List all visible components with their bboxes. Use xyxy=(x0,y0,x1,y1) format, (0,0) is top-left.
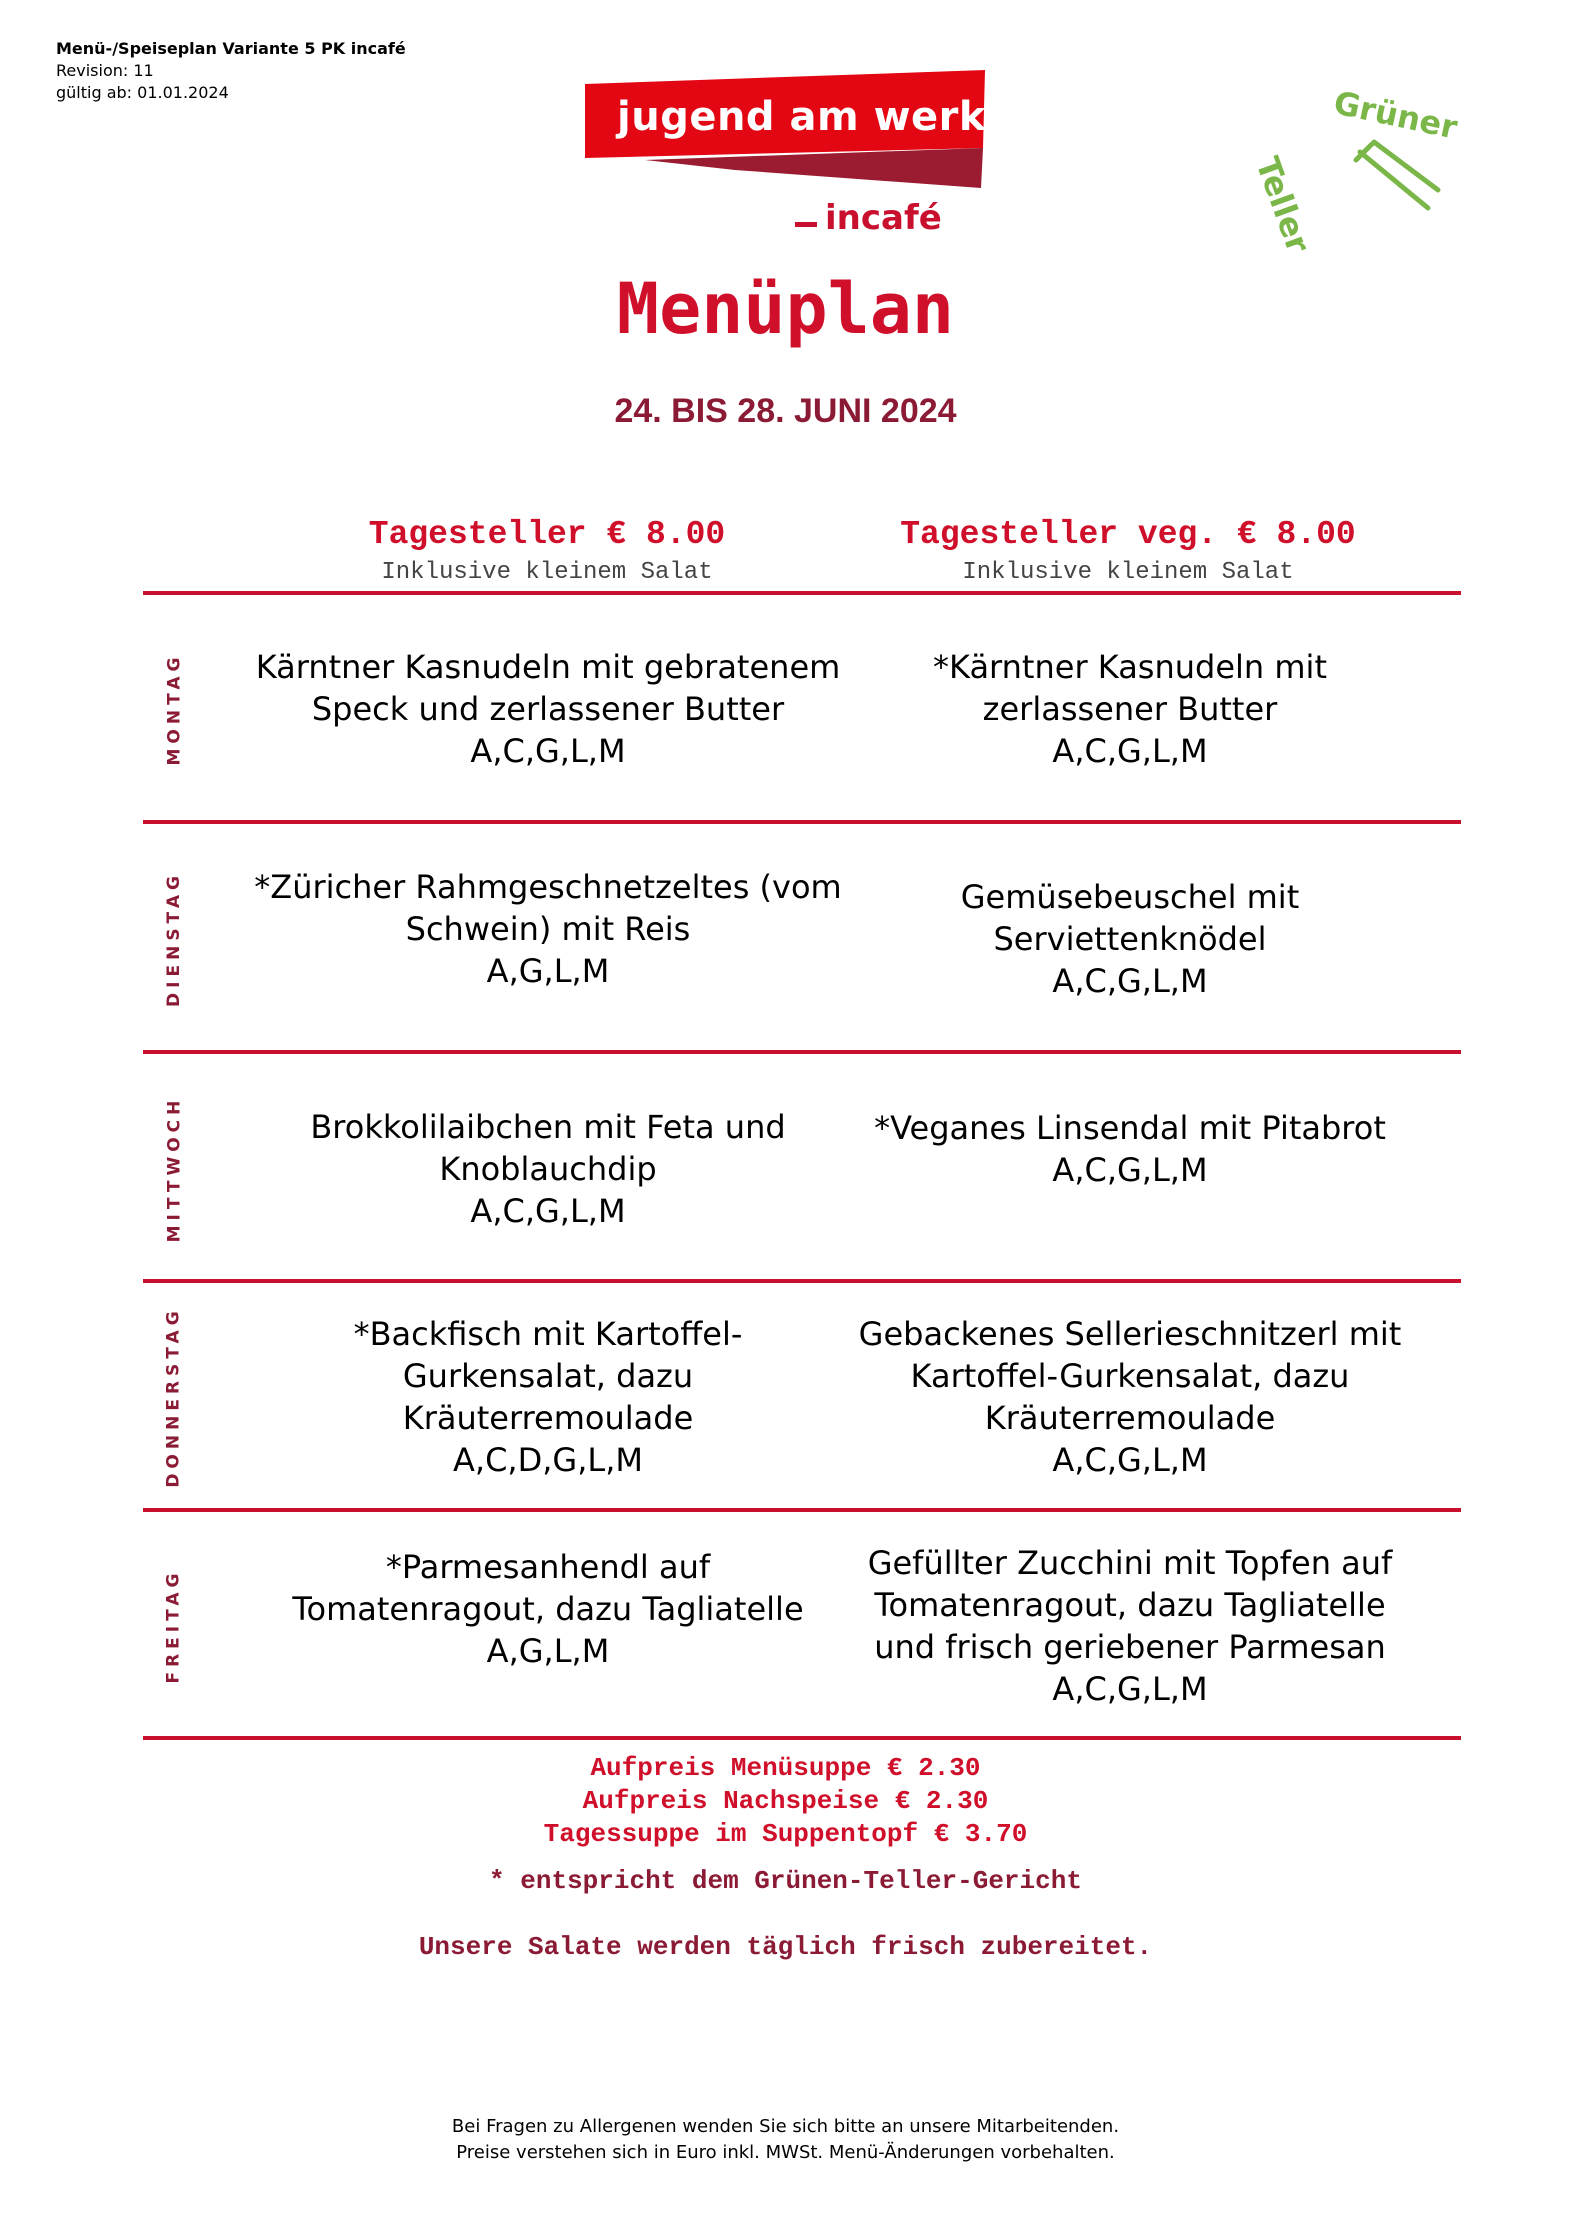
column-header-tagesteller-veg xyxy=(848,516,1408,586)
logo-wordmark-text: jugend am werk xyxy=(617,94,986,140)
dish-montag-tagesteller xyxy=(248,600,848,818)
dish-dienstag-tagesteller xyxy=(248,820,848,1038)
day-label-text: FREITAG xyxy=(164,1568,184,1684)
day-label-text: MONTAG xyxy=(164,652,185,766)
dish-name: Brokkolilaibchen mit Feta und Knoblauchdip xyxy=(310,1108,786,1188)
day-label-mittwoch xyxy=(152,1060,196,1278)
dish-allergens: A,G,L,M xyxy=(486,952,610,990)
badge-word-gruener: Grüner xyxy=(1330,83,1461,147)
divider-rule xyxy=(143,1279,1461,1283)
dish-allergens: A,C,G,L,M xyxy=(1052,1441,1208,1479)
dish-name: *Parmesanhendl auf Tomatenragout, dazu Tagliatelle xyxy=(292,1548,804,1628)
dish-name: Gefüllter Zucchini mit Topfen auf Tomatenragout, dazu Tagliatelle und frisch geriebener Parmesan xyxy=(867,1544,1393,1666)
sub-brand-text: incafé xyxy=(825,198,942,238)
dish-allergens: A,C,G,L,M xyxy=(1052,732,1208,770)
dish-allergens: A,C,G,L,M xyxy=(1052,1670,1208,1708)
valid-from-text: gültig ab: 01.01.2024 xyxy=(56,83,229,102)
dish-allergens: A,G,L,M xyxy=(486,1632,610,1670)
footer xyxy=(0,2114,1571,2166)
footer-price-note: Preise verstehen sich in Euro inkl. MWSt. Menü-Änderungen vorbehalten. xyxy=(456,2142,1115,2163)
day-label-dienstag xyxy=(152,830,196,1048)
dish-allergens: A,C,G,L,M xyxy=(470,732,626,770)
day-label-montag xyxy=(152,600,196,818)
column-header-tagesteller xyxy=(267,516,827,586)
day-label-text: DIENSTAG xyxy=(164,871,185,1007)
day-label-donnerstag xyxy=(152,1288,196,1506)
day-label-text: MITTWOCH xyxy=(164,1095,185,1243)
divider-rule xyxy=(143,591,1461,595)
badge-word-teller: Teller xyxy=(1248,152,1318,258)
sub-brand xyxy=(795,198,942,238)
surcharge-item: Aufpreis Nachspeise € 2.30 xyxy=(582,1786,989,1816)
column-heading: Tagesteller € 8.00 xyxy=(368,516,726,553)
dish-allergens: A,C,G,L,M xyxy=(1052,1151,1208,1189)
page-title: Menüplan xyxy=(616,268,955,350)
footer-allergen-note: Bei Fragen zu Allergenen wenden Sie sich bitte an unsere Mitarbeitenden. xyxy=(451,2116,1120,2137)
document-title: Menü-/Speiseplan Variante 5 PK incafé xyxy=(56,39,406,58)
dish-donnerstag-vegetarisch xyxy=(830,1288,1430,1506)
dish-allergens: A,C,G,L,M xyxy=(1052,962,1208,1000)
column-heading: Tagesteller veg. € 8.00 xyxy=(900,516,1356,553)
dish-name: Kärntner Kasnudeln mit gebratenem Speck und zerlassener Butter xyxy=(255,648,841,728)
revision-text: Revision: 11 xyxy=(56,61,154,80)
date-range: 24. BIS 28. JUNI 2024 xyxy=(614,392,957,430)
sub-brand-dash xyxy=(795,222,817,227)
dish-freitag-vegetarisch xyxy=(830,1517,1430,1735)
dish-mittwoch-vegetarisch xyxy=(830,1040,1430,1258)
dish-allergens: A,C,D,G,L,M xyxy=(453,1441,643,1479)
day-label-freitag xyxy=(152,1517,196,1735)
surcharge-list xyxy=(0,1752,1571,1851)
column-subheading: Inklusive kleinem Salat xyxy=(381,559,713,586)
dish-mittwoch-tagesteller xyxy=(248,1060,848,1278)
dish-name: *Züricher Rahmgeschnetzeltes (vom Schwein) mit Reis xyxy=(254,868,842,948)
dish-montag-vegetarisch xyxy=(830,600,1430,818)
salad-note: Unsere Salate werden täglich frisch zubereitet. xyxy=(418,1932,1153,1962)
surcharge-item: Tagessuppe im Suppentopf € 3.70 xyxy=(543,1819,1028,1849)
dish-dienstag-vegetarisch xyxy=(830,830,1430,1048)
dish-freitag-tagesteller xyxy=(248,1500,848,1718)
dish-allergens: A,C,G,L,M xyxy=(470,1192,626,1230)
dish-name: *Backfisch mit Kartoffel- Gurkensalat, dazu Kräuterremoulade xyxy=(353,1315,743,1437)
column-subheading: Inklusive kleinem Salat xyxy=(962,559,1294,586)
dish-name: *Veganes Linsendal mit Pitabrot xyxy=(874,1109,1386,1147)
document-meta xyxy=(56,38,406,104)
gruener-teller-badge xyxy=(1248,83,1461,258)
dish-name: Gemüsebeuschel mit Serviettenknödel xyxy=(960,878,1300,958)
surcharge-item: Aufpreis Menüsuppe € 2.30 xyxy=(590,1753,981,1783)
logo-wordmark xyxy=(617,94,1032,140)
green-teller-note: * entspricht dem Grünen-Teller-Gericht xyxy=(489,1866,1082,1896)
logo-dash-mark xyxy=(1010,125,1032,130)
dish-donnerstag-tagesteller xyxy=(248,1288,848,1506)
day-label-text: DONNERSTAG xyxy=(164,1306,185,1488)
brand-logo xyxy=(585,70,1005,250)
dish-name: Gebackenes Sellerieschnitzerl mit Kartoffel-Gurkensalat, dazu Kräuterremoulade xyxy=(858,1315,1402,1437)
divider-rule xyxy=(143,1736,1461,1740)
dish-name: *Kärntner Kasnudeln mit zerlassener Butter xyxy=(933,648,1327,728)
